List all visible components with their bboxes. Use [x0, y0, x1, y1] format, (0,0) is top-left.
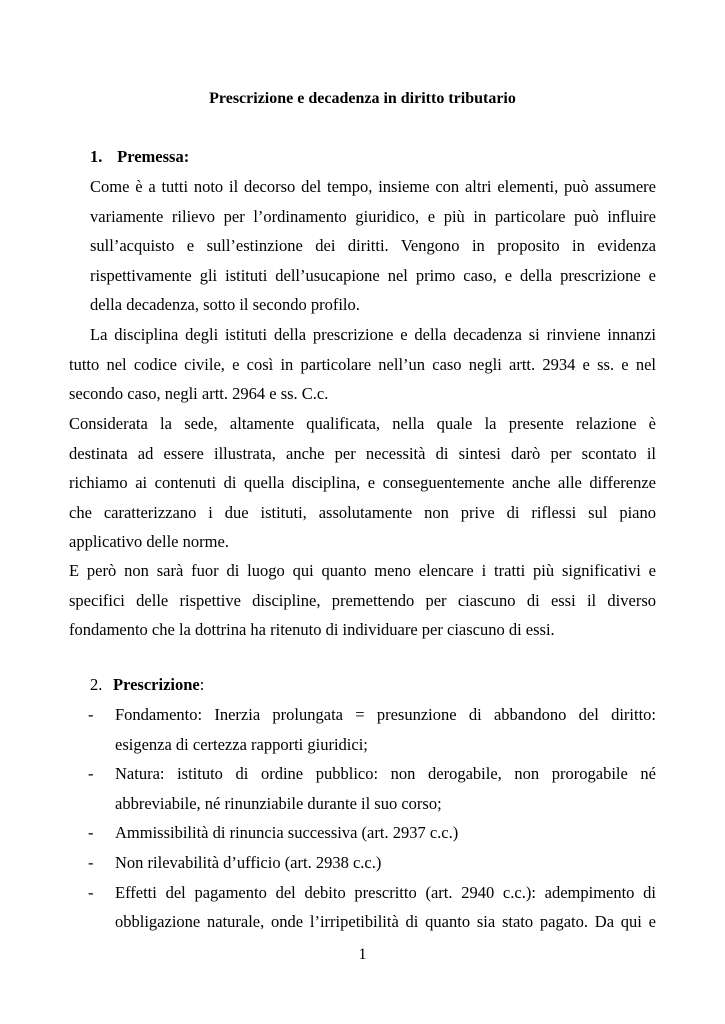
list-item-line: Effetti del pagamento del debito prescritto (art. 2940 c.c.): adempimento di [115, 882, 656, 902]
list-item-line: Fondamento: Inerzia prolungata = presunzione di abbandono del diritto: [115, 705, 656, 724]
paragraph-line: secondo caso, negli artt. 2964 e ss. C.c. [69, 384, 329, 404]
list-dash: - [88, 823, 94, 843]
section-2-title: Prescrizione [113, 675, 200, 694]
paragraph-3 [69, 409, 656, 557]
section-1-title: Premessa: [117, 147, 190, 166]
paragraph-line: che caratterizzano i due istituti, assolutamente non prive di riflessi sul piano [69, 502, 656, 522]
list-dash: - [88, 705, 94, 724]
section-2-number: 2. [90, 675, 103, 694]
list-item-line: Non rilevabilità d’ufficio (art. 2938 c.c.) [115, 852, 382, 872]
paragraph-line: variamente rilievo per l’ordinamento giuridico, e più in particolare può influire [90, 206, 656, 226]
paragraph-line: destinata ad essere illustrata, anche per necessità di sintesi darò per scontato il [69, 443, 656, 463]
section-2-heading [90, 675, 204, 695]
list-item [69, 759, 656, 818]
paragraph-line: applicativo delle norme. [69, 532, 229, 552]
list-item [69, 700, 656, 759]
list-item [69, 878, 656, 937]
document-title: Prescrizione e decadenza in diritto tributario [209, 90, 516, 107]
list-dash: - [88, 764, 94, 784]
paragraph-line: specifici delle rispettive discipline, premettendo per ciascuno di essi il diverso [69, 590, 656, 610]
paragraph-line: La disciplina degli istituti della prescrizione e della decadenza si rinviene innanzi [90, 325, 656, 344]
paragraph-line: fondamento che la dottrina ha ritenuto di individuare per ciascuno di essi. [69, 620, 555, 640]
paragraph-line: della decadenza, sotto il secondo profilo. [90, 295, 360, 315]
paragraph-4 [69, 556, 656, 645]
list-item [69, 818, 656, 848]
paragraph-line: Come è a tutti noto il decorso del tempo, insieme con altri elementi, può assumere [90, 177, 656, 196]
list-dash: - [88, 852, 94, 872]
paragraph-line: richiamo ai contenuti di quella disciplina, e conseguentemente anche alle differenze [69, 473, 656, 493]
section-1-heading [90, 147, 189, 167]
list-item-line: Ammissibilità di rinuncia successiva (art. 2937 c.c.) [115, 823, 459, 843]
list-dash: - [88, 882, 94, 902]
paragraph-line: tutto nel codice civile, e così in particolare nell’un caso negli artt. 2934 e ss. e nel [69, 354, 656, 374]
paragraph-line: E però non sarà fuor di luogo qui quanto meno elencare i tratti più significativi e [69, 561, 656, 580]
paragraph-line: Considerata la sede, altamente qualificata, nella quale la presente relazione è [69, 414, 656, 433]
list-item-line: Natura: istituto di ordine pubblico: non derogabile, non prorogabile né [115, 764, 656, 784]
prescrizione-list [69, 700, 656, 937]
section-2-colon: : [199, 675, 205, 694]
section-1-number: 1. [90, 147, 103, 166]
list-item-line: abbreviabile, né rinunziabile durante il suo corso; [115, 793, 442, 813]
paragraph-2 [69, 320, 656, 409]
paragraph-line: rispettivamente gli istituti dell’usucapione nel primo caso, e della prescrizione e [90, 265, 656, 285]
list-item-line: obbligazione naturale, onde l’irripetibilità di quanto sia stato pagato. Da qui e [115, 912, 656, 932]
paragraph-1 [90, 172, 656, 320]
paragraph-line: sull’acquisto e sull’estinzione dei diritti. Vengono in proposito in evidenza [90, 236, 656, 256]
page-number: 1 [358, 946, 367, 963]
list-item [69, 848, 656, 878]
list-item-line: esigenza di certezza rapporti giuridici; [115, 734, 368, 754]
